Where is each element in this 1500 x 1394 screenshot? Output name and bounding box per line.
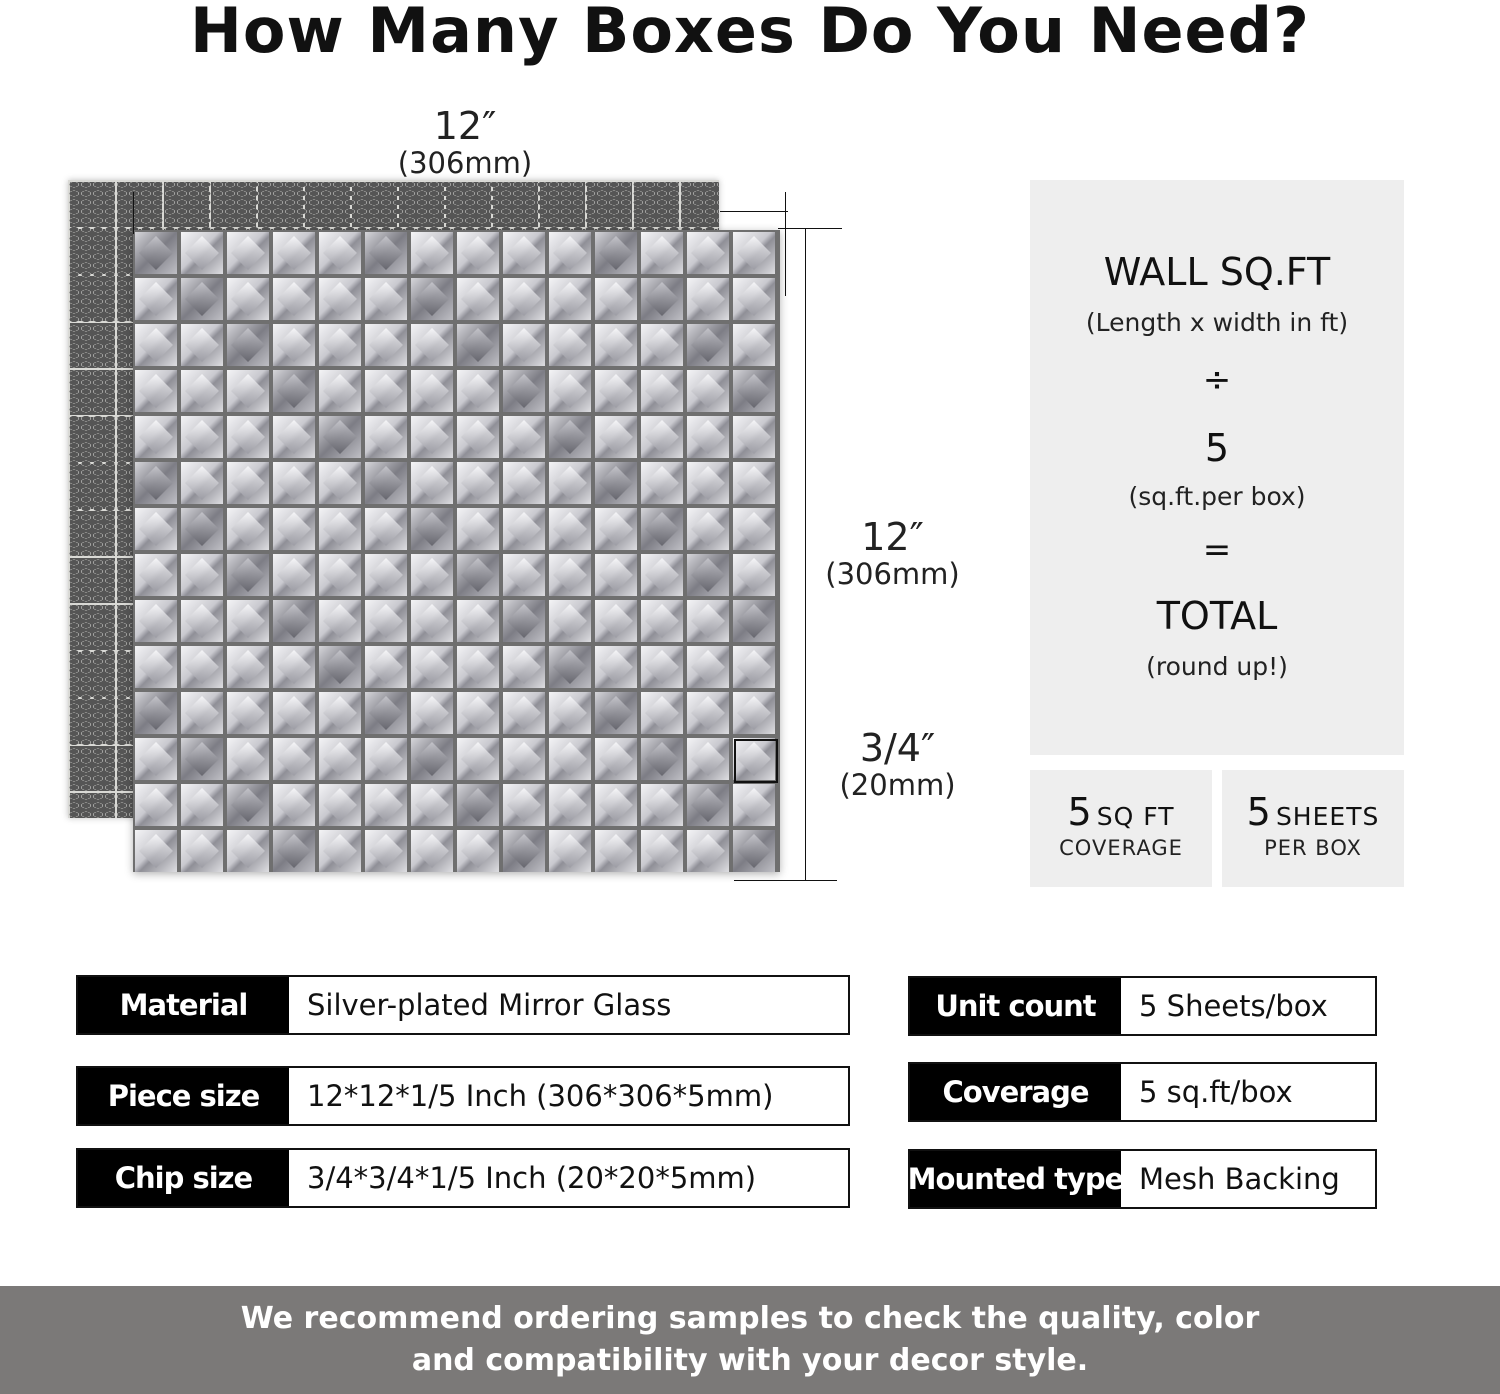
mosaic-chip	[641, 738, 683, 780]
mosaic-chip	[181, 692, 223, 734]
mosaic-chip	[733, 692, 775, 734]
mosaic-chip	[733, 232, 775, 274]
mosaic-chip	[181, 554, 223, 596]
mosaic-chip	[227, 508, 269, 550]
mosaic-chip	[319, 600, 361, 642]
mosaic-chip	[457, 646, 499, 688]
mosaic-chip	[549, 462, 591, 504]
mosaic-chip	[549, 784, 591, 826]
mosaic-chip	[641, 416, 683, 458]
mosaic-chip	[273, 278, 315, 320]
mosaic-chip	[227, 324, 269, 366]
coverage-stat-box	[1030, 770, 1212, 887]
mosaic-chip	[273, 692, 315, 734]
mosaic-chip	[503, 324, 545, 366]
mosaic-chip	[641, 646, 683, 688]
dimension-line-bottom	[734, 880, 837, 881]
mosaic-chip	[411, 554, 453, 596]
mosaic-chip	[733, 554, 775, 596]
mosaic-chip	[641, 232, 683, 274]
mosaic-chip	[273, 370, 315, 412]
mosaic-chip	[273, 416, 315, 458]
sheets-caption: PER BOX	[1264, 836, 1362, 860]
mosaic-chip	[503, 232, 545, 274]
mosaic-chip	[733, 370, 775, 412]
mosaic-chip	[319, 646, 361, 688]
mosaic-chip	[135, 508, 177, 550]
mosaic-chip	[595, 830, 637, 872]
mosaic-chip	[733, 324, 775, 366]
mosaic-chip	[273, 738, 315, 780]
width-inch: 12″	[433, 104, 497, 148]
mosaic-chip	[135, 692, 177, 734]
mosaic-chip	[273, 508, 315, 550]
mosaic-chip	[549, 416, 591, 458]
mosaic-chip	[227, 232, 269, 274]
mosaic-chip	[135, 600, 177, 642]
spec-value: Mesh Backing	[1139, 1162, 1340, 1196]
mosaic-chip	[595, 278, 637, 320]
dimension-line-left-vertical	[133, 192, 134, 234]
mosaic-chip	[687, 462, 729, 504]
mosaic-chip	[135, 370, 177, 412]
mosaic-chip	[365, 830, 407, 872]
mosaic-chip	[411, 784, 453, 826]
mosaic-chip	[135, 416, 177, 458]
mosaic-chip	[181, 738, 223, 780]
mosaic-chip	[595, 738, 637, 780]
mosaic-chip	[273, 324, 315, 366]
mosaic-chip	[687, 232, 729, 274]
mosaic-chip	[227, 554, 269, 596]
mosaic-chip	[457, 554, 499, 596]
mosaic-chip	[503, 370, 545, 412]
mosaic-chip	[687, 370, 729, 412]
mosaic-chip	[365, 600, 407, 642]
mosaic-chip	[411, 600, 453, 642]
spec-row-piece-size	[76, 1066, 850, 1126]
mosaic-chip	[595, 692, 637, 734]
mosaic-chip	[503, 738, 545, 780]
mosaic-chip	[641, 508, 683, 550]
mosaic-chip	[549, 600, 591, 642]
spec-row-material	[76, 975, 850, 1035]
mosaic-chip	[411, 324, 453, 366]
mosaic-chip	[687, 278, 729, 320]
mosaic-chip	[365, 738, 407, 780]
spec-row-unit-count	[908, 976, 1377, 1036]
mosaic-chip	[319, 462, 361, 504]
mosaic-chip	[687, 646, 729, 688]
mosaic-chip	[273, 462, 315, 504]
mosaic-chip	[595, 784, 637, 826]
mosaic-chip	[549, 554, 591, 596]
width-dimension	[370, 106, 560, 180]
formula-divide-sign: ÷	[1202, 360, 1232, 400]
mosaic-chip	[365, 232, 407, 274]
dimension-line-top-horizontal	[720, 211, 788, 212]
mosaic-chip	[641, 462, 683, 504]
spec-label: Coverage	[910, 1064, 1121, 1120]
footer-line-2: and compatibility with your decor style.	[411, 1343, 1089, 1378]
mosaic-chip	[503, 600, 545, 642]
spec-row-coverage	[908, 1062, 1377, 1122]
mosaic-chip	[595, 416, 637, 458]
mosaic-chip	[227, 600, 269, 642]
mosaic-chip	[641, 784, 683, 826]
mosaic-chip	[411, 416, 453, 458]
spec-value: 12*12*1/5 Inch (306*306*5mm)	[307, 1079, 774, 1113]
mosaic-chip	[733, 784, 775, 826]
chip-mm: (20mm)	[839, 768, 956, 802]
mosaic-chip	[687, 738, 729, 780]
mosaic-chip	[411, 738, 453, 780]
mosaic-chip	[687, 830, 729, 872]
spec-label: Unit count	[910, 978, 1121, 1034]
chip-dimension	[815, 728, 980, 802]
mosaic-chip	[411, 646, 453, 688]
mosaic-chip	[181, 324, 223, 366]
mosaic-chip	[411, 370, 453, 412]
mosaic-chip	[457, 692, 499, 734]
chip-inch: 3/4″	[859, 726, 936, 770]
mosaic-chip	[687, 324, 729, 366]
mosaic-chip	[365, 370, 407, 412]
mosaic-chip	[365, 278, 407, 320]
mosaic-chip	[641, 324, 683, 366]
page-title: How Many Boxes Do You Need?	[190, 0, 1310, 67]
coverage-number: 5	[1067, 790, 1092, 834]
mosaic-chip	[595, 232, 637, 274]
mosaic-chip	[181, 600, 223, 642]
coverage-unit: SQ FT	[1096, 802, 1175, 831]
mosaic-chip	[549, 232, 591, 274]
mosaic-chip	[181, 784, 223, 826]
mosaic-chip	[365, 554, 407, 596]
spec-label: Chip size	[78, 1150, 289, 1206]
mosaic-chip	[549, 324, 591, 366]
mosaic-chip	[181, 278, 223, 320]
mosaic-chip	[319, 416, 361, 458]
spec-row-mounted-type	[908, 1149, 1377, 1209]
mosaic-chip	[319, 784, 361, 826]
mosaic-chip	[319, 278, 361, 320]
mosaic-chip	[411, 278, 453, 320]
mosaic-chip	[457, 784, 499, 826]
mosaic-chip	[733, 462, 775, 504]
formula-heading: WALL SQ.FT	[1103, 250, 1331, 294]
mosaic-chip	[457, 370, 499, 412]
mosaic-chip	[319, 508, 361, 550]
mosaic-chip	[687, 784, 729, 826]
spec-label: Material	[78, 977, 289, 1033]
formula-divisor-note: (sq.ft.per box)	[1128, 482, 1306, 511]
mosaic-chip	[273, 784, 315, 826]
mosaic-chip	[503, 278, 545, 320]
mosaic-chip	[227, 784, 269, 826]
sheets-unit: SHEETS	[1275, 802, 1380, 831]
mosaic-chip	[595, 324, 637, 366]
mosaic-chip	[135, 646, 177, 688]
mosaic-chip	[457, 232, 499, 274]
mosaic-chip	[641, 830, 683, 872]
mosaic-chip	[503, 508, 545, 550]
dimension-line-top-horizontal-2	[778, 228, 842, 229]
spec-value: Silver-plated Mirror Glass	[307, 988, 672, 1022]
height-mm: (306mm)	[825, 557, 960, 591]
mosaic-chip	[181, 232, 223, 274]
mosaic-chip	[549, 278, 591, 320]
mosaic-chip	[457, 508, 499, 550]
mosaic-chip	[549, 370, 591, 412]
mosaic-chip	[135, 830, 177, 872]
mosaic-chip	[227, 646, 269, 688]
mosaic-chip	[641, 600, 683, 642]
mosaic-chip	[227, 462, 269, 504]
mosaic-chip	[273, 232, 315, 274]
mosaic-chip	[733, 600, 775, 642]
mosaic-chip	[227, 738, 269, 780]
height-inch: 12″	[861, 515, 924, 559]
mosaic-chip	[227, 830, 269, 872]
mosaic-chip	[595, 554, 637, 596]
mosaic-chip	[181, 830, 223, 872]
coverage-caption: COVERAGE	[1059, 836, 1183, 860]
mosaic-chip	[503, 416, 545, 458]
mosaic-chip	[411, 692, 453, 734]
formula-panel	[1030, 180, 1404, 755]
mosaic-chip	[227, 692, 269, 734]
mosaic-chip	[411, 232, 453, 274]
spec-label: Piece size	[78, 1068, 289, 1124]
mosaic-chip	[595, 600, 637, 642]
mosaic-chip	[273, 600, 315, 642]
mosaic-chip	[135, 462, 177, 504]
mosaic-chip	[595, 462, 637, 504]
mosaic-chip	[365, 508, 407, 550]
mosaic-chip	[457, 600, 499, 642]
mosaic-chip	[365, 416, 407, 458]
footer-line-1: We recommend ordering samples to check the quality, color	[240, 1301, 1260, 1336]
formula-divisor: 5	[1204, 426, 1230, 470]
mosaic-chip	[273, 646, 315, 688]
mosaic-chip	[503, 554, 545, 596]
mosaic-chip	[227, 370, 269, 412]
mosaic-chip	[135, 278, 177, 320]
mosaic-chip	[365, 324, 407, 366]
mosaic-chip	[733, 416, 775, 458]
mosaic-chip	[411, 830, 453, 872]
mosaic-chip	[227, 416, 269, 458]
sheets-stat-box	[1222, 770, 1404, 887]
mosaic-chip	[135, 738, 177, 780]
mosaic-chip	[687, 508, 729, 550]
mosaic-chip	[457, 830, 499, 872]
mosaic-chip	[503, 692, 545, 734]
chip-size-highlight	[734, 739, 778, 783]
mosaic-chip	[181, 370, 223, 412]
mosaic-chip	[503, 462, 545, 504]
spec-value: 5 sq.ft/box	[1139, 1075, 1293, 1109]
mosaic-chip	[687, 416, 729, 458]
mosaic-chip	[457, 278, 499, 320]
mosaic-tile-sheet	[133, 230, 780, 872]
mosaic-chip	[549, 508, 591, 550]
mosaic-chip	[457, 462, 499, 504]
mosaic-chip	[549, 646, 591, 688]
mosaic-chip	[227, 278, 269, 320]
mosaic-chip	[549, 738, 591, 780]
mosaic-chip	[181, 462, 223, 504]
footer-banner	[0, 1286, 1500, 1394]
mosaic-chip	[595, 646, 637, 688]
mosaic-chip	[457, 738, 499, 780]
mosaic-chip	[319, 370, 361, 412]
mosaic-chip	[549, 830, 591, 872]
height-dimension	[805, 517, 980, 591]
mosaic-chip	[457, 416, 499, 458]
mosaic-chip	[135, 324, 177, 366]
mosaic-chip	[365, 692, 407, 734]
formula-result: TOTAL	[1156, 594, 1278, 638]
mosaic-chip	[733, 830, 775, 872]
mosaic-chip	[687, 692, 729, 734]
width-mm: (306mm)	[397, 146, 533, 180]
spec-row-chip-size	[76, 1148, 850, 1208]
spec-value: 3/4*3/4*1/5 Inch (20*20*5mm)	[307, 1161, 757, 1195]
mosaic-chip	[733, 646, 775, 688]
mosaic-chip	[503, 830, 545, 872]
mosaic-chip	[181, 646, 223, 688]
mosaic-chip	[641, 692, 683, 734]
mosaic-chip	[181, 508, 223, 550]
mosaic-chip	[273, 830, 315, 872]
sheets-number: 5	[1246, 790, 1271, 834]
mosaic-chip	[549, 692, 591, 734]
mosaic-chip	[319, 830, 361, 872]
mosaic-chip	[365, 462, 407, 504]
mosaic-chip	[411, 462, 453, 504]
mosaic-chip	[457, 324, 499, 366]
mosaic-chip	[687, 600, 729, 642]
mosaic-chip	[503, 646, 545, 688]
mosaic-chip	[687, 554, 729, 596]
mosaic-chip	[135, 554, 177, 596]
mosaic-chip	[503, 784, 545, 826]
mosaic-chip	[641, 370, 683, 412]
mosaic-chip	[319, 692, 361, 734]
spec-label: Mounted type	[910, 1151, 1121, 1207]
mosaic-chip	[733, 278, 775, 320]
mosaic-chip	[365, 784, 407, 826]
mosaic-chip	[733, 508, 775, 550]
mosaic-chip	[319, 324, 361, 366]
mosaic-chip	[641, 278, 683, 320]
mosaic-chip	[181, 416, 223, 458]
mosaic-chip	[319, 554, 361, 596]
mosaic-chip	[365, 646, 407, 688]
mosaic-chip	[273, 554, 315, 596]
formula-equals-sign: =	[1202, 530, 1232, 570]
mosaic-chip	[641, 554, 683, 596]
mosaic-chip	[135, 232, 177, 274]
mosaic-chip	[319, 232, 361, 274]
mosaic-chip	[595, 370, 637, 412]
formula-heading-note: (Length x width in ft)	[1085, 308, 1349, 337]
mosaic-chip	[319, 738, 361, 780]
mosaic-chip	[411, 508, 453, 550]
dimension-line-top-tick	[785, 192, 786, 296]
mosaic-chip	[135, 784, 177, 826]
spec-value: 5 Sheets/box	[1139, 989, 1328, 1023]
formula-result-note: (round up!)	[1146, 652, 1288, 681]
mosaic-chip	[595, 508, 637, 550]
